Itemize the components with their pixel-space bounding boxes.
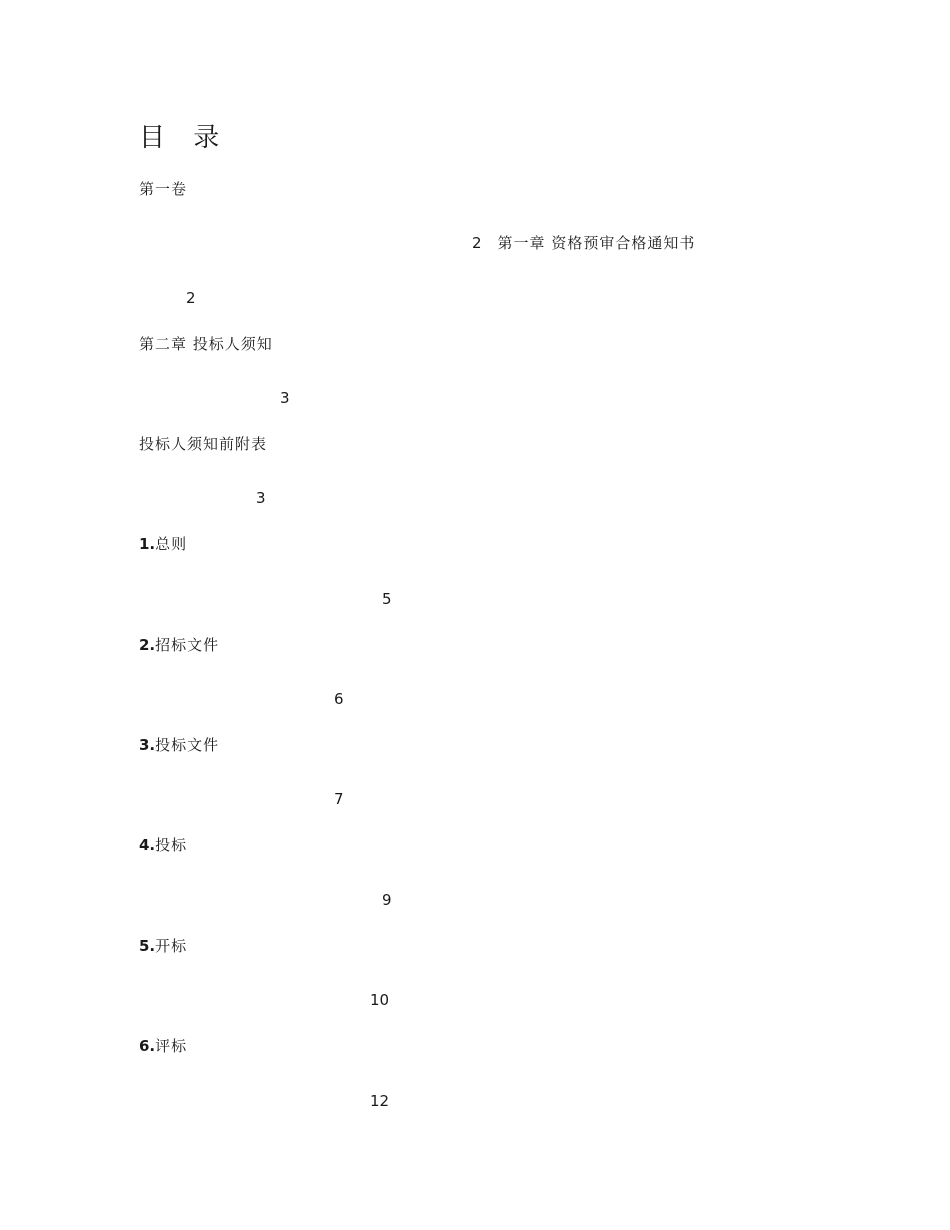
toc-entry[interactable] xyxy=(139,433,267,455)
toc-volume-leader-end xyxy=(139,232,695,254)
toc-entry-page: 6 xyxy=(334,690,344,708)
toc-entry[interactable] xyxy=(139,1035,187,1057)
toc-entry[interactable] xyxy=(139,935,187,957)
toc-volume-page: 2 xyxy=(472,234,482,252)
toc-entry-page: 12 xyxy=(370,1092,390,1110)
toc-title: 目 录 xyxy=(139,123,230,153)
toc-entry[interactable] xyxy=(139,634,219,656)
toc-entry-leader xyxy=(139,562,808,584)
toc-entry-leader xyxy=(139,1064,808,1086)
toc-entry-page: 9 xyxy=(382,891,392,909)
toc-entry-page: 7 xyxy=(334,790,344,808)
toc-entry-leader xyxy=(139,461,808,483)
toc-entry-number: 3. xyxy=(139,736,156,754)
toc-entry-leader-end xyxy=(139,688,344,710)
toc-chapter1-leader xyxy=(139,260,808,282)
toc-entry-number: 1. xyxy=(139,535,156,553)
toc-entry-label: 投标 xyxy=(155,836,188,854)
toc-entry[interactable] xyxy=(139,333,273,355)
toc-entry-label: 投标文件 xyxy=(155,736,220,754)
toc-entry-number: 4. xyxy=(139,836,156,854)
toc-entry-leader-end xyxy=(139,487,266,509)
toc-chapter1-heading[interactable]: 第一章 资格预审合格通知书 xyxy=(497,234,696,252)
toc-entry-label: 评标 xyxy=(155,1037,188,1055)
toc-entry-leader-end xyxy=(139,788,344,810)
toc-entry-label: 招标文件 xyxy=(155,636,220,654)
toc-entry-label: 总则 xyxy=(155,535,188,553)
toc-entry-label: 第二章 投标人须知 xyxy=(139,335,273,353)
toc-entry-leader-end xyxy=(139,387,290,409)
toc-entry[interactable] xyxy=(139,734,219,756)
toc-entry-leader xyxy=(139,662,808,684)
toc-entry-leader xyxy=(139,762,808,784)
toc-entry-number: 2. xyxy=(139,636,156,654)
toc-entry[interactable] xyxy=(139,533,187,555)
toc-entry-leader xyxy=(139,863,808,885)
toc-entry-page: 10 xyxy=(370,991,390,1009)
toc-entry-leader-end xyxy=(139,1090,389,1112)
toc-volume-leader xyxy=(139,205,808,227)
toc-chapter1-leader-end xyxy=(139,287,196,309)
toc-entry-leader-end xyxy=(139,588,392,610)
toc-volume-label: 第一卷 xyxy=(139,180,188,198)
toc-entry-label: 投标人须知前附表 xyxy=(139,435,268,453)
toc-entry-page: 3 xyxy=(280,389,290,407)
toc-entry-leader xyxy=(139,361,808,383)
toc-entry-page: 5 xyxy=(382,590,392,608)
toc-entry-leader xyxy=(139,963,808,985)
toc-entry-page: 3 xyxy=(256,489,266,507)
toc-entry-leader-end xyxy=(139,889,392,911)
toc-entry[interactable] xyxy=(139,834,187,856)
toc-entry-number: 6. xyxy=(139,1037,156,1055)
toc-entry-label: 开标 xyxy=(155,937,188,955)
toc-chapter1-page: 2 xyxy=(186,289,196,307)
toc-entry-number: 5. xyxy=(139,937,156,955)
toc-entry-leader-end xyxy=(139,989,389,1011)
toc-volume-heading[interactable] xyxy=(139,178,187,200)
